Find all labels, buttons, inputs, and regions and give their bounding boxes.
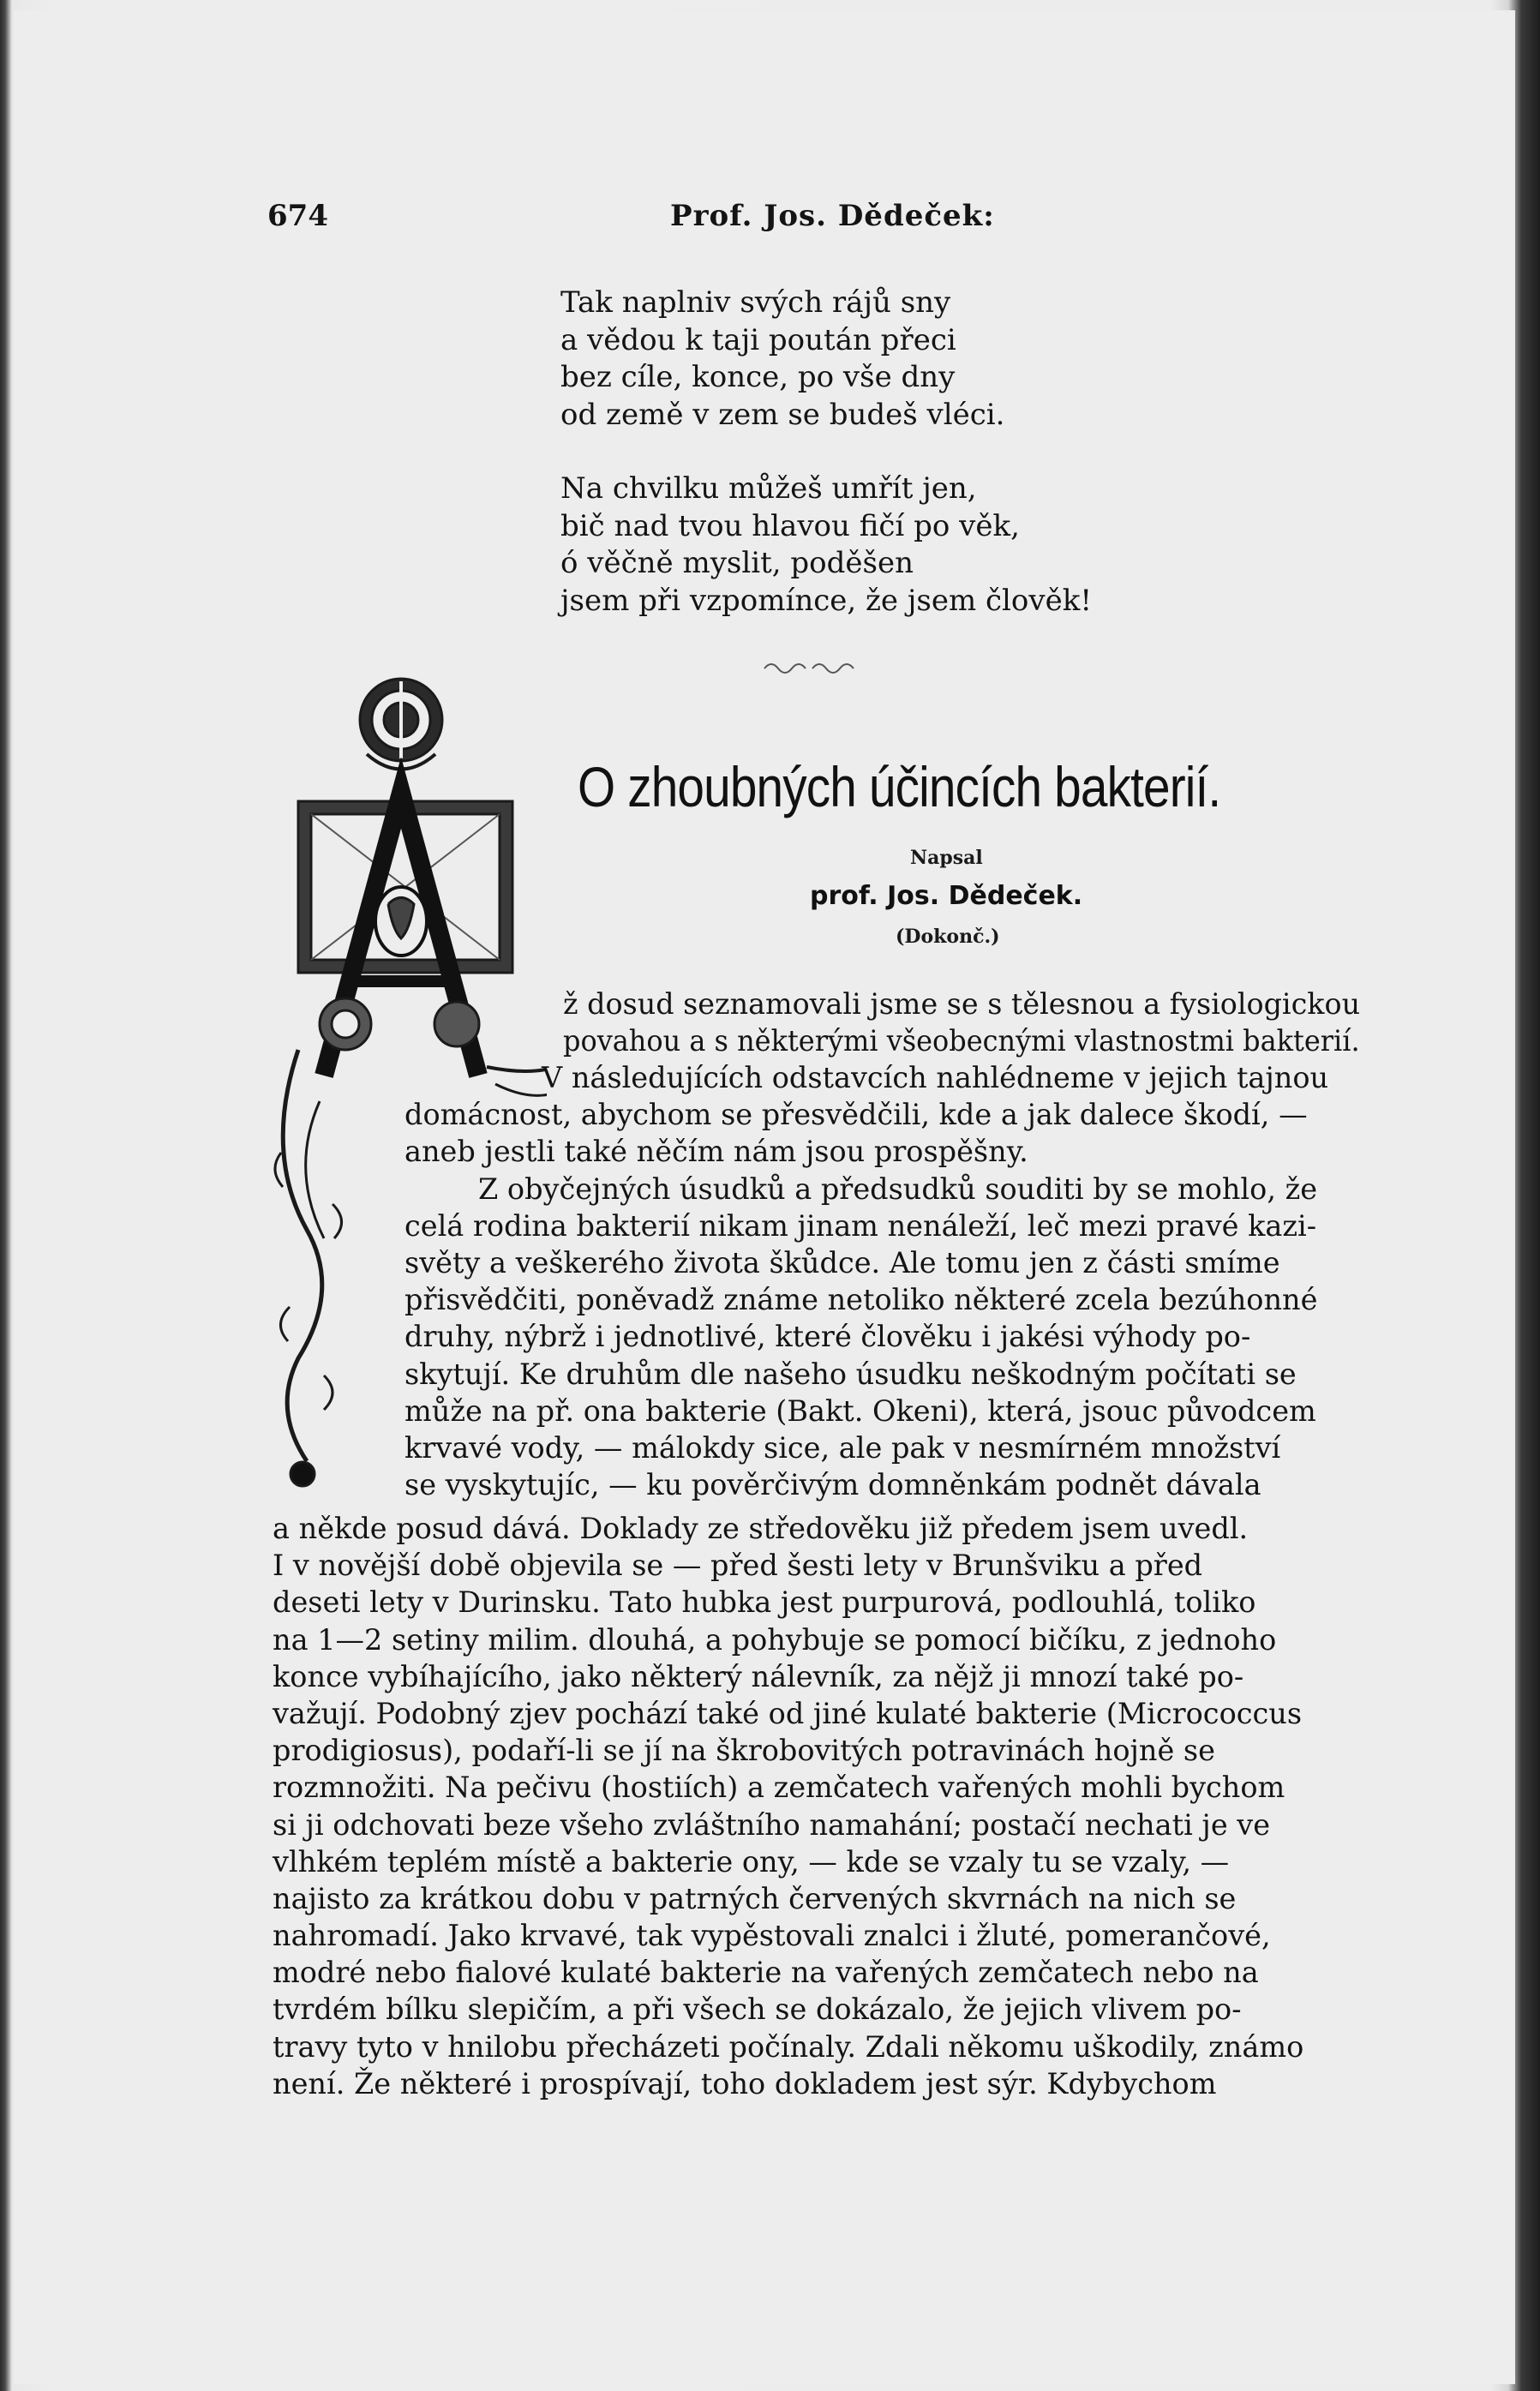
poem-line: jsem při vzpomínce, že jsem člověk! (560, 583, 1092, 618)
poem-line: od země v zem se budeš vléci. (560, 397, 1005, 432)
body-line: může na př. ona bakterie (Bakt. Okeni), která, jsouc původcem (404, 1393, 1316, 1428)
body-line: celá rodina bakterií nikam jinam nenáleží, leč mezi pravé kazi- (404, 1208, 1317, 1243)
body-line: I v novější době objevila se — před šesti lety v Brunšviku a před (273, 1549, 1203, 1583)
body-line: konce vybíhajícího, jako některý nálevník, za nějž ji mnozí také po- (273, 1659, 1244, 1693)
byline-author: prof. Jos. Dědeček. (810, 881, 1083, 911)
body-line: není. Že některé i prospívají, toho dokladem jest sýr. Kdybychom (273, 2066, 1217, 2100)
body-line: vlhkém teplém místě a bakterie ony, — kde se vzaly tu se vzaly, — (273, 1844, 1230, 1879)
body-line: ž dosud seznamovali jsme se s tělesnou a fysiologickou (563, 987, 1361, 1021)
body-line: najisto za krátkou dobu v patrných červených skvrnách na nich se (273, 1881, 1237, 1915)
body-line: na 1—2 setiny milim. dlouhá, a pohybuje se pomocí bičíku, z jednoho (273, 1622, 1277, 1657)
body-line: Z obyčejných úsudků a předsudků souditi by se mohlo, že (478, 1172, 1318, 1206)
page-number: 674 (267, 199, 328, 233)
body-line: si ji odchovati beze všeho zvláštního namahání; postačí nechati je ve (273, 1807, 1271, 1842)
body-line: modré nebo fialové kulaté bakterie na vařených zemčatech nebo na (273, 1956, 1259, 1990)
article-body-mid (404, 1059, 1360, 1503)
body-line: skytují. Ke druhům dle našeho úsudku neškodným počítati se (404, 1357, 1297, 1391)
body-line: tvrdém bílku slepičím, a při všech se dokázalo, že jejich vlivem po- (273, 1992, 1242, 2027)
continuation-note: (Dokonč.) (896, 926, 1000, 948)
body-line: prodigiosus), podaří-li se jí na škrobovitých potravinách hojně se (273, 1734, 1215, 1768)
poem-line: bič nad tvou hlavou fičí po věk, (560, 508, 1020, 543)
poem-line: bez cíle, konce, po vše dny (560, 360, 956, 394)
body-line: deseti lety v Durinsku. Tato hubka jest purpurová, podlouhlá, toliko (273, 1585, 1256, 1620)
poem-stanza (560, 470, 1092, 620)
poem-line: ó věčně myslit, poděšen (560, 546, 914, 580)
article-body-full (273, 1510, 1361, 2102)
body-line: a někde posud dává. Doklady ze středověku již předem jsem uvedl. (273, 1512, 1249, 1545)
poem (560, 285, 1092, 656)
article-body-indented (563, 986, 1360, 1059)
body-line: se vyskytujíc, — ku pověrčivým domněnkám podnět dávala (404, 1468, 1261, 1502)
poem-line: a vědou k taji poután přeci (560, 322, 956, 357)
running-head (0, 199, 1540, 242)
body-line: V následujících odstavcích nahlédneme v jejich tajnou (542, 1061, 1329, 1094)
body-line: nahromadí. Jako krvavé, tak vypěstovali znalci i žluté, pomerančové, (273, 1919, 1271, 1953)
body-line: domácnost, abychom se přesvědčili, kde a jak dalece škodí, — (404, 1098, 1308, 1132)
poem-line: Tak naplniv svých rájů sny (560, 285, 951, 320)
running-head-title: Prof. Jos. Dědeček: (670, 199, 995, 233)
body-line: važují. Podobný zjev pochází také od jiné kulaté bakterie (Micrococcus (273, 1696, 1303, 1730)
body-line: aneb jestli také něčím nám jsou prospěšny. (404, 1135, 1028, 1169)
byline-napsal: Napsal (910, 847, 983, 869)
poem-stanza (560, 285, 1092, 434)
body-line: přisvědčiti, poněvadž známe netoliko některé zcela bezúhonné (404, 1283, 1318, 1317)
section-divider-ornament (763, 658, 857, 675)
article-title: O zhoubných účincích bakterií. (578, 755, 1221, 818)
body-line: krvavé vody, — málokdy sice, ale pak v nesmírném množství (404, 1430, 1281, 1465)
body-line: travy tyto v hnilobu přecházeti počínaly. Zdali někomu uškodily, známo (273, 2029, 1304, 2064)
poem-line: Na chvilku můžeš umřít jen, (560, 471, 977, 506)
body-line: povahou a s některými všeobecnými vlastnostmi bakterií. (563, 1024, 1360, 1058)
body-line: rozmnožiti. Na pečivu (hostiích) a zemčatech vařených mohli bychom (273, 1771, 1285, 1805)
body-line: světy a veškerého života škůdce. Ale tomu jen z části smíme (404, 1245, 1280, 1279)
body-line: druhy, nýbrž i jednotlivé, které člověku i jakési výhody po- (404, 1320, 1251, 1354)
